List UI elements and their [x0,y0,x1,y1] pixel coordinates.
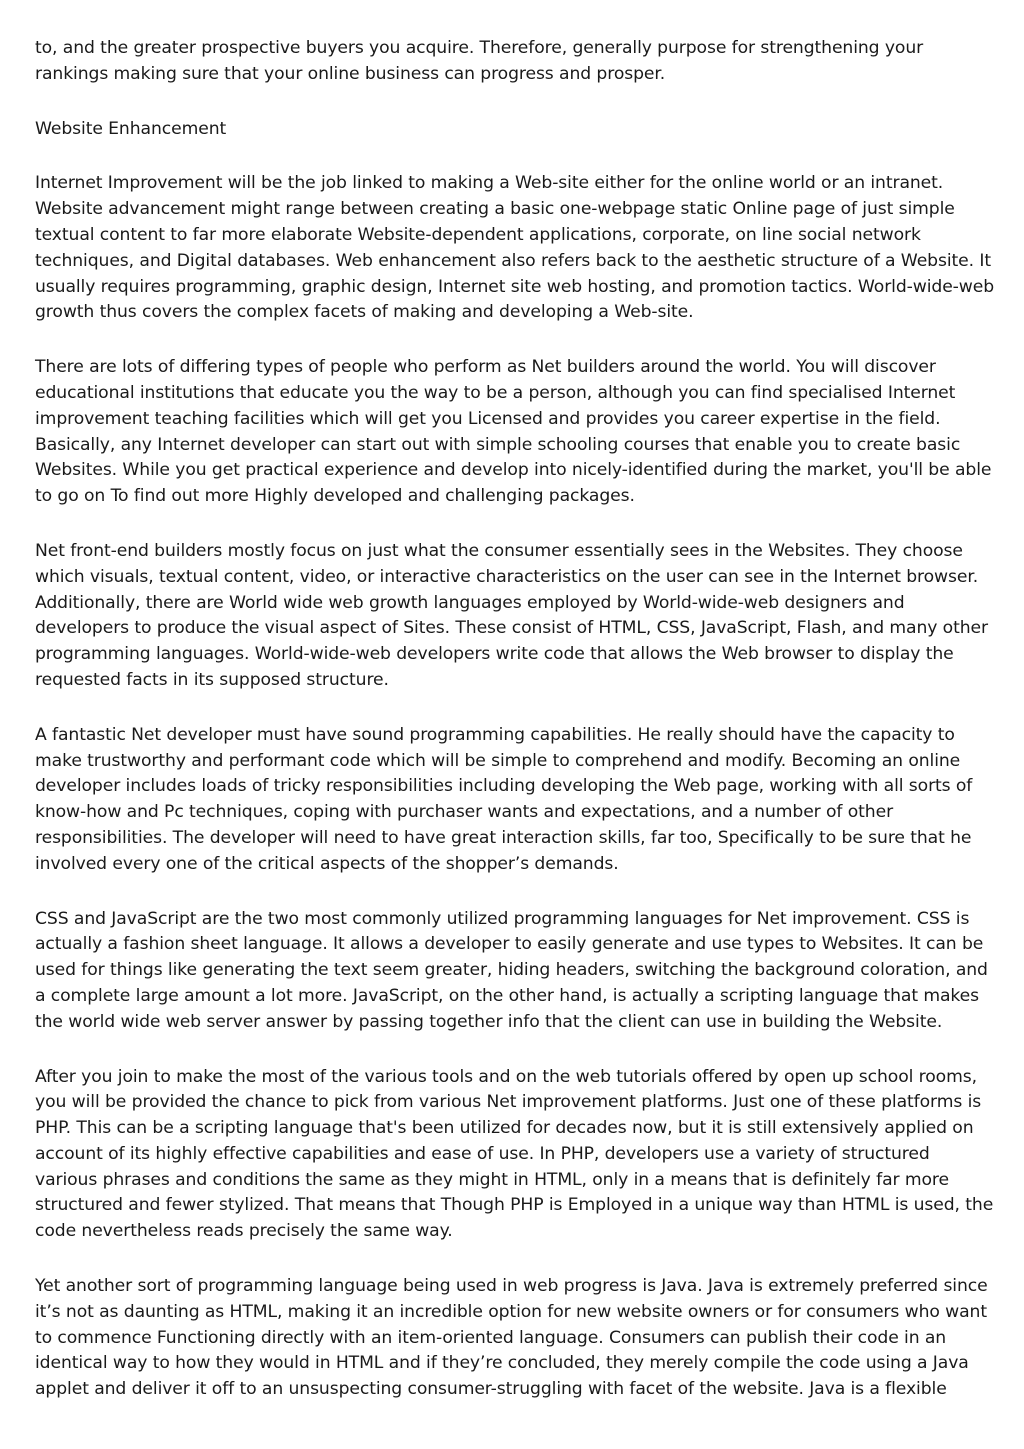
section-heading: Website Enhancement [35,118,227,139]
paragraph-developer-skills: A fantastic Net developer must have sound programming capabilities. He really should have the capacity to make trustworthy and performant code which will be simple to comprehend and modify. Becoming an online developer includes loads of tricky responsibilities including developing the Web page, working with all sorts of know-how and Pc techniques, coping with purchaser wants and expectations, and a number of other responsibilities. The developer will need to have great interaction skills, far too, Specifically to be sure that he involved every one of the critical aspects of the shopper’s demands. [35,724,973,874]
paragraph-web-development: Internet Improvement will be the job linked to making a Web-site either for the online world or an intranet. Website advancement might range between creating a basic one-webpage static Online page of just simple textual content to far more elaborate Website-dependent applications, corporate, on line social network techniques, and Digital databases. Web enhancement also refers back to the aesthetic structure of a Website. It usually requires programming, graphic design, Internet site web hosting, and promotion tactics. World-wide-web growth thus covers the complex facets of making and developing a Web-site. [35,173,995,323]
intro-paragraph: to, and the greater prospective buyers you acquire. Therefore, generally purpose for strengthening your rankings making sure that your online business can progress and prosper. [35,38,924,84]
paragraph-css-javascript: CSS and JavaScript are the two most commonly utilized programming languages for Net improvement. CSS is actually a fashion sheet language. It allows a developer to easily generate and use types to Websites. It can be used for things like generating the text seem greater, hiding headers, switching the background coloration, and a complete large amount a lot more. JavaScript, on the other hand, is actually a scripting language that makes the world wide web server answer by passing together info that the client can use in building the Website. [35,908,988,1032]
document-page [35,36,997,1432]
paragraph-front-end: Net front-end builders mostly focus on just what the consumer essentially sees in the Websites. They choose which visuals, textual content, video, or interactive characteristics on the user can see in the Internet browser. Additionally, there are World wide web growth languages employed by World-wide-web designers and developers to produce the visual aspect of Sites. These consist of HTML, CSS, JavaScript, Flash, and many other programming languages. World-wide-web developers write code that allows the Web browser to display the requested facts in its supposed structure. [35,540,988,690]
paragraph-java: Yet another sort of programming language being used in web progress is Java. Java is extremely preferred since it’s not as daunting as HTML, making it an incredible option for new website owners or for consumers who want to commence Functioning directly with an item-oriented language. Consumers can publish their code in an identical way to how they would in HTML and if they’re concluded, they merely compile the code using a Java applet and deliver it off to an unsuspecting consumer-struggling with facet of the website. Java is a flexible [35,1276,988,1400]
paragraph-php: After you join to make the most of the various tools and on the web tutorials offered by open up school rooms, you will be provided the chance to pick from various Net improvement platforms. Just one of these platforms is PHP. This can be a scripting language that's been utilized for decades now, but it is still extensively applied on account of its highly effective capabilities and ease of use. In PHP, developers use a variety of structured various phrases and conditions the same as they might in HTML, only in a means that is definitely far more structured and fewer stylized. That means that Though PHP is Employed in a unique way than HTML is used, the code nevertheless reads precisely the same way. [35,1066,994,1242]
paragraph-developer-types: There are lots of differing types of people who perform as Net builders around the world. You will discover educational institutions that educate you the way to be a person, although you can find specialised Internet improvement teaching facilities which will get you Licensed and provides you career expertise in the field. Basically, any Internet developer can start out with simple schooling courses that enable you to create basic Websites. While you get practical experience and develop into nicely-identified during the market, you'll be able to go on To find out more Highly developed and challenging packages. [35,357,992,507]
